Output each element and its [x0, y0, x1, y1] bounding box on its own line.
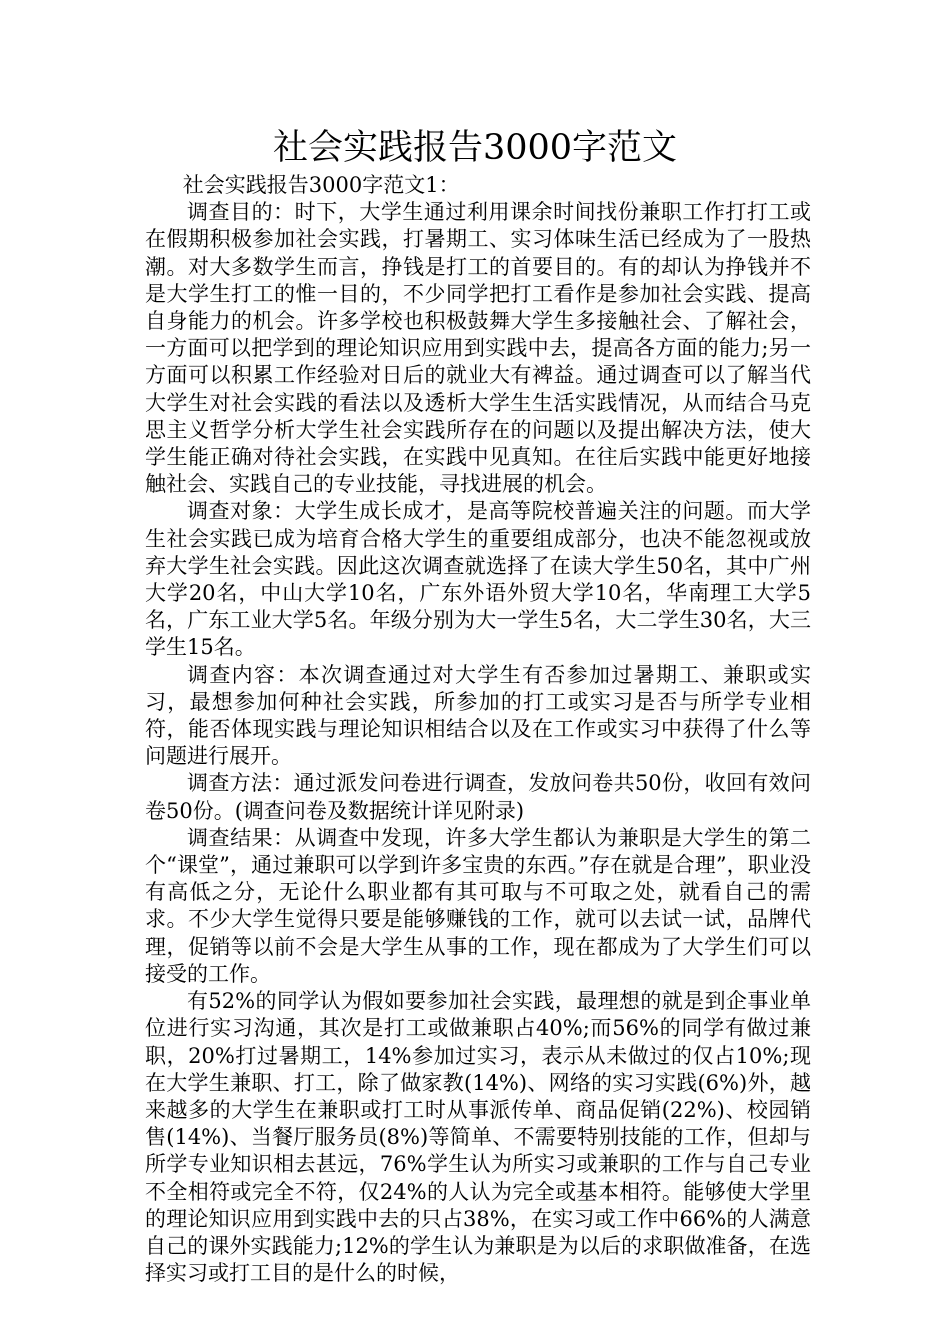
- document-body: [145, 172, 811, 1287]
- paragraph-method: 调查方法：通过派发问卷进行调查，发放问卷共50份，收回有效问卷50份。(调查问卷及数据统计详见附录): [145, 771, 811, 823]
- paragraph-statistics: 有52%的同学认为假如要参加社会实践，最理想的就是到企事业单位进行实习沟通，其次是打工或做兼职占40%;而56%的同学有做过兼职，20%打过暑期工，14%参加过实习，表示从未做过的仅占10%;现在大学生兼职、打工，除了做家教(14%)、网络的实习实践(6%)外，越来越多的大学生在兼职或打工时从事派传单、商品促销(22%)、校园销售(14%)、当餐厅服务员(8%)等简单、不需要特别技能的工作，但却与所学专业知识相去甚远，76%学生认为所实习或兼职的工作与自己专业不全相符或完全不符，仅24%的人认为完全或基本相符。能够使大学里的理论知识应用到实践中去的只占38%，在实习或工作中66%的人满意自己的课外实践能力;12%的学生认为兼职是为以后的求职做准备，在选择实习或打工目的是什么的时候，: [145, 989, 811, 1286]
- paragraph-subjects: 调查对象：大学生成长成才，是高等院校普遍关注的问题。而大学生社会实践已成为培育合格大学生的重要组成部分，也决不能忽视或放弃大学生社会实践。因此这次调查就选择了在读大学生50名，其中广州大学20名，中山大学10名，广东外语外贸大学10名，华南理工大学5名，广东工业大学5名。年级分别为大一学生5名，大二学生30名，大三学生15名。: [145, 499, 811, 660]
- paragraph-results: 调查结果：从调查中发现，许多大学生都认为兼职是大学生的第二个“课堂”，通过兼职可以学到许多宝贵的东西。”存在就是合理”，职业没有高低之分，无论什么职业都有其可取与不可取之处，就看自己的需求。不少大学生觉得只要是能够赚钱的工作，就可以去试一试，品牌代理，促销等以前不会是大学生从事的工作，现在都成为了大学生们可以接受的工作。: [145, 825, 811, 986]
- paragraph-purpose: 调查目的：时下，大学生通过利用课余时间找份兼职工作打打工或在假期积极参加社会实践，打暑期工、实习体味生活已经成为了一股热潮。对大多数学生而言，挣钱是打工的首要目的。有的却认为挣钱并不是大学生打工的惟一目的，不少同学把打工看作是参加社会实践、提高自身能力的机会。许多学校也积极鼓舞大学生多接触社会、了解社会，一方面可以把学到的理论知识应用到实践中去，提高各方面的能力;另一方面可以积累工作经验对日后的就业大有裨益。通过调查可以了解当代大学生对社会实践的看法以及透析大学生生活实践情况，从而结合马克思主义哲学分析大学生社会实践所存在的问题以及提出解决方法，使大学生能正确对待社会实践，在实践中见真知。在往后实践中能更好地接触社会、实践自己的专业技能，寻找进展的机会。: [145, 200, 811, 497]
- document-title: 社会实践报告3000字范文: [272, 128, 678, 168]
- section-heading: 社会实践报告3000字范文1：: [182, 173, 460, 197]
- paragraph-content: 调查内容：本次调查通过对大学生有否参加过暑期工、兼职或实习，最想参加何种社会实践，所参加的打工或实习是否与所学专业相符，能否体现实践与理论知识相结合以及在工作或实习中获得了什么等问题进行展开。: [145, 662, 811, 769]
